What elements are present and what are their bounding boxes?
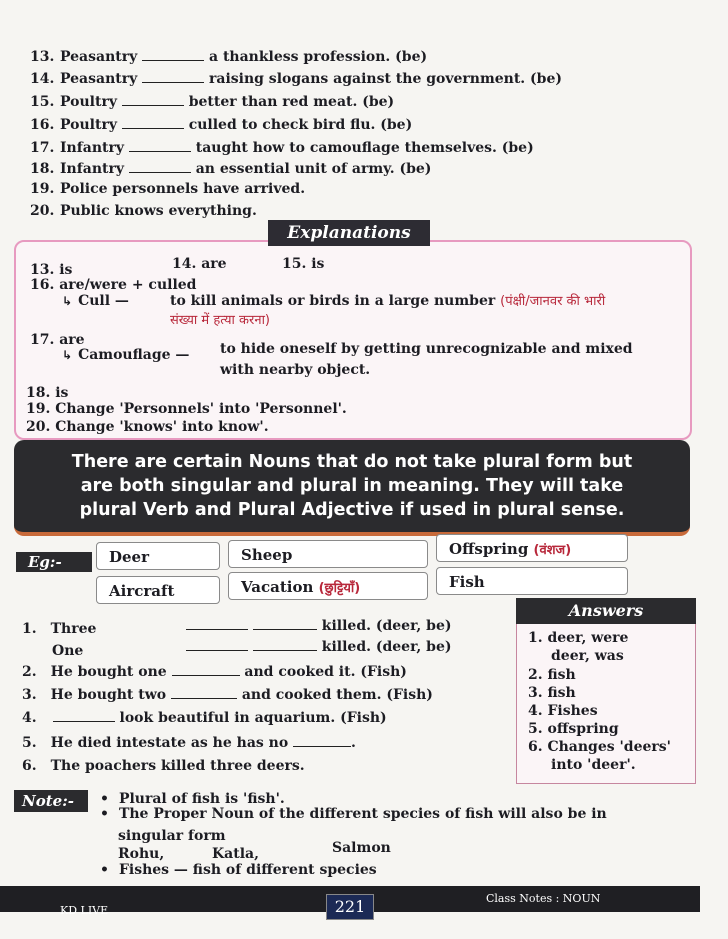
note-bullet-1: • Plural of fish is 'fish'.: [100, 791, 285, 807]
answer-6b: into 'deer'.: [551, 757, 636, 773]
question-19: 19. Police personnels have arrived.: [30, 181, 306, 197]
question-13: 13. Peasantry a thankless profession. (be): [30, 49, 428, 65]
fish-rohu: Rohu,: [118, 846, 165, 862]
expl-cull: ↳ Cull —: [62, 293, 129, 309]
exercise-2: 2. He bought one and cooked it. (Fish): [22, 664, 407, 680]
expl-camouflage: ↳ Camouflage —: [62, 347, 190, 363]
answer-5: 5. offspring: [528, 721, 619, 737]
answer-2: 2. fish: [528, 667, 576, 683]
example-sheep: Sheep: [228, 540, 428, 568]
note-bullet-2-cont: singular form: [118, 828, 226, 844]
exercise-6: 6. The poachers killed three deers.: [22, 758, 305, 774]
expl-14: 14. are: [172, 256, 227, 272]
exercise-1a: 1. Three: [22, 621, 97, 637]
exercise-4: 4. look beautiful in aquarium. (Fish): [22, 710, 387, 726]
rule-box: [14, 440, 690, 536]
expl-19: 19. Change 'Personnels' into 'Personnel'.: [26, 401, 347, 417]
eg-label: Eg:-: [16, 552, 92, 572]
example-vacation: Vacation (छुट्टियाँ): [228, 572, 428, 600]
note-bullet-3: • Fishes — fish of different species: [100, 862, 377, 878]
exercise-1a-blanks: killed. (deer, be): [186, 617, 452, 634]
answer-1a: 1. deer, were: [528, 630, 629, 646]
question-18: 18. Infantry an essential unit of army. (be): [30, 161, 432, 177]
footer-left: KD LIVE: [60, 904, 109, 917]
exercise-1b-blanks: killed. (deer, be): [186, 638, 452, 655]
rule-line-1: There are certain Nouns that do not take plural form but: [71, 452, 633, 472]
expl-camo-def-1: to hide oneself by getting unrecognizable and mixed: [220, 341, 633, 357]
question-20: 20. Public knows everything.: [30, 203, 257, 219]
question-15: 15. Poultry better than red meat. (be): [30, 94, 395, 110]
example-deer: Deer: [96, 542, 220, 570]
bullet-icon: •: [100, 791, 109, 807]
arrow-icon: ↳: [62, 294, 73, 308]
expl-16: 16. are/were + culled: [30, 277, 197, 293]
expl-18: 18. is: [26, 385, 69, 401]
note-label: Note:-: [14, 790, 88, 812]
fish-katla: Katla,: [212, 846, 259, 862]
bullet-icon: •: [100, 806, 109, 822]
expl-camo-def-2: with nearby object.: [220, 362, 371, 378]
note-bullet-2: • The Proper Noun of the different species of fish will also be in: [100, 806, 607, 822]
rule-line-3: plural Verb and Plural Adjective if used in plural sense.: [79, 500, 625, 520]
example-aircraft: Aircraft: [96, 576, 220, 604]
page-number: 221: [326, 894, 374, 920]
arrow-icon: ↳: [62, 348, 73, 362]
answer-3: 3. fish: [528, 685, 576, 701]
answer-1b: deer, was: [551, 648, 624, 664]
exercise-5: 5. He died intestate as he has no .: [22, 735, 356, 751]
exercise-1b: One: [52, 643, 84, 659]
bullet-icon: •: [100, 862, 109, 878]
expl-13: 13. is: [30, 262, 73, 278]
exercise-3: 3. He bought two and cooked them. (Fish): [22, 687, 433, 703]
expl-15: 15. is: [282, 256, 325, 272]
example-fish: Fish: [436, 567, 628, 595]
question-14: 14. Peasantry raising slogans against the government. (be): [30, 71, 563, 87]
example-offspring: Offspring (वंशज): [436, 534, 628, 562]
expl-cull-hindi: संख्या में हत्या करना): [170, 313, 271, 328]
question-17: 17. Infantry taught how to camouflage themselves. (be): [30, 140, 534, 156]
footer-right: Class Notes : NOUN: [486, 892, 601, 905]
answers-title: Answers: [516, 598, 696, 624]
expl-20: 20. Change 'knows' into know'.: [26, 419, 269, 435]
rule-line-2: are both singular and plural in meaning. They will take: [80, 476, 624, 496]
expl-17: 17. are: [30, 332, 85, 348]
answer-6a: 6. Changes 'deers': [528, 739, 671, 755]
expl-cull-def: to kill animals or birds in a large number (पंक्षी/जानवर की भारी: [170, 293, 606, 309]
fish-salmon: Salmon: [332, 840, 391, 856]
answer-4: 4. Fishes: [528, 703, 598, 719]
question-16: 16. Poultry culled to check bird flu. (be): [30, 117, 413, 133]
explanations-title: Explanations: [268, 220, 430, 246]
